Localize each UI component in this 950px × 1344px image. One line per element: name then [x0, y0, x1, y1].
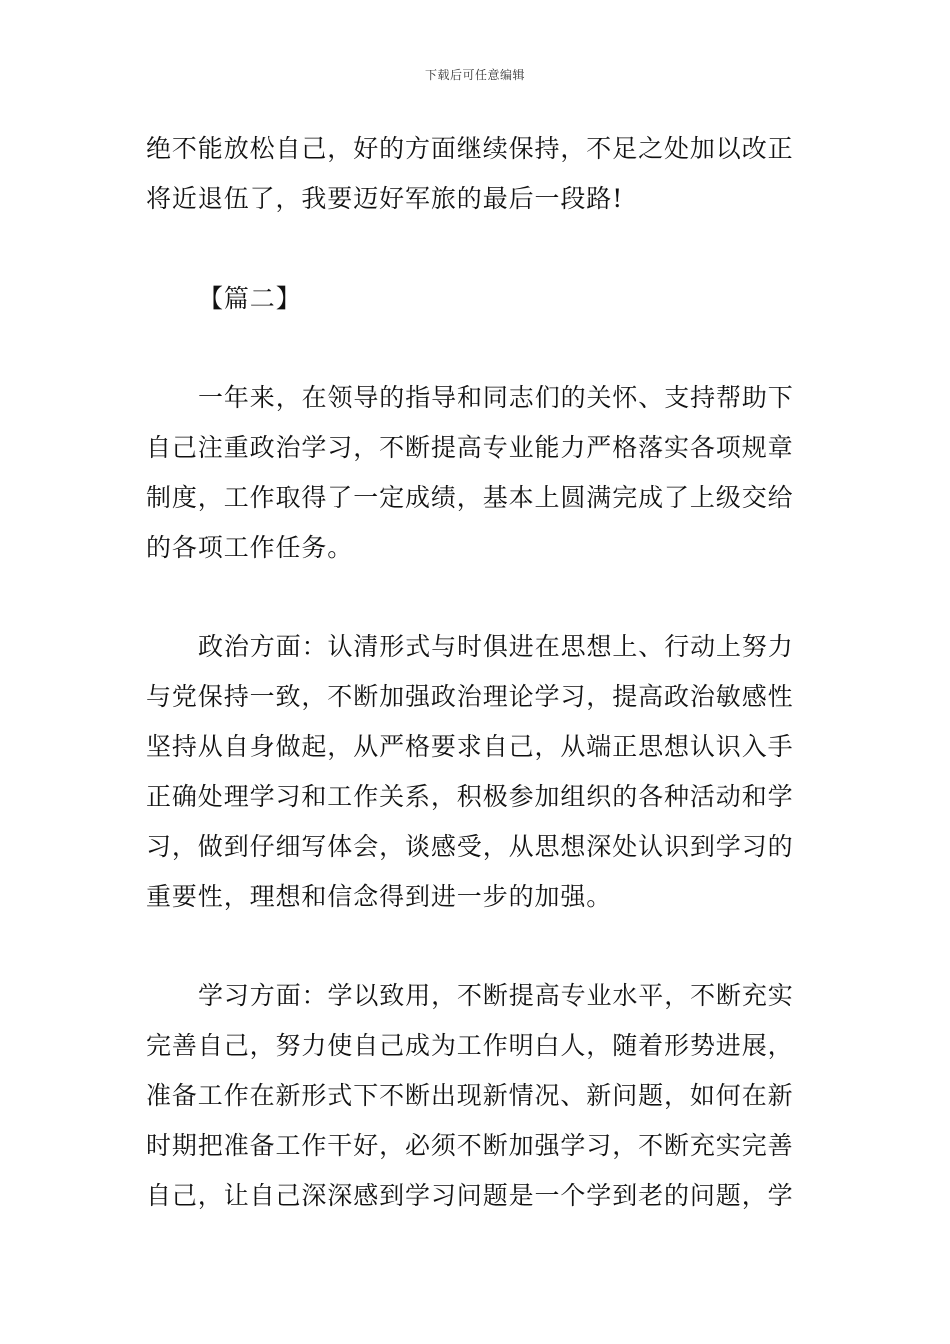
text-line: 制度，工作取得了一定成绩，基本上圆满完成了上级交给 [146, 483, 794, 512]
text-line: 一年来，在领导的指导和同志们的关怀、支持帮助下 [198, 383, 794, 412]
section-heading: 【篇二】 [198, 284, 302, 313]
text-line: 时期把准备工作干好，必须不断加强学习，不断充实完善 [146, 1131, 794, 1160]
text-line: 与党保持一致，不断加强政治理论学习，提高政治敏感性 [146, 682, 794, 711]
text-line: 绝不能放松自己，好的方面继续保持，不足之处加以改正 [146, 134, 794, 163]
text-line: 重要性，理想和信念得到进一步的加强。 [146, 882, 613, 911]
text-line: 的各项工作任务。 [146, 533, 354, 562]
header-note: 下载后可任意编辑 [424, 68, 525, 82]
text-line: 准备工作在新形式下不断出现新情况、新问题，如何在新 [146, 1081, 794, 1110]
text-line: 坚持从自身做起，从严格要求自己，从端正思想认识入手 [146, 732, 794, 761]
text-line: 将近退伍了，我要迈好军旅的最后一段路! [146, 184, 624, 213]
text-line: 政治方面：认清形式与时俱进在思想上、行动上努力 [198, 632, 794, 661]
text-line: 完善自己，努力使自己成为工作明白人，随着形势进展， [146, 1031, 794, 1060]
text-line: 习，做到仔细写体会，谈感受，从思想深处认识到学习的 [146, 832, 794, 861]
text-line: 正确处理学习和工作关系，积极参加组织的各种活动和学 [146, 782, 794, 811]
text-line: 自己注重政治学习，不断提高专业能力严格落实各项规章 [146, 433, 794, 462]
text-line: 学习方面：学以致用，不断提高专业水平，不断充实 [198, 981, 794, 1010]
text-line: 自己，让自己深深感到学习问题是一个学到老的问题，学 [146, 1181, 794, 1210]
